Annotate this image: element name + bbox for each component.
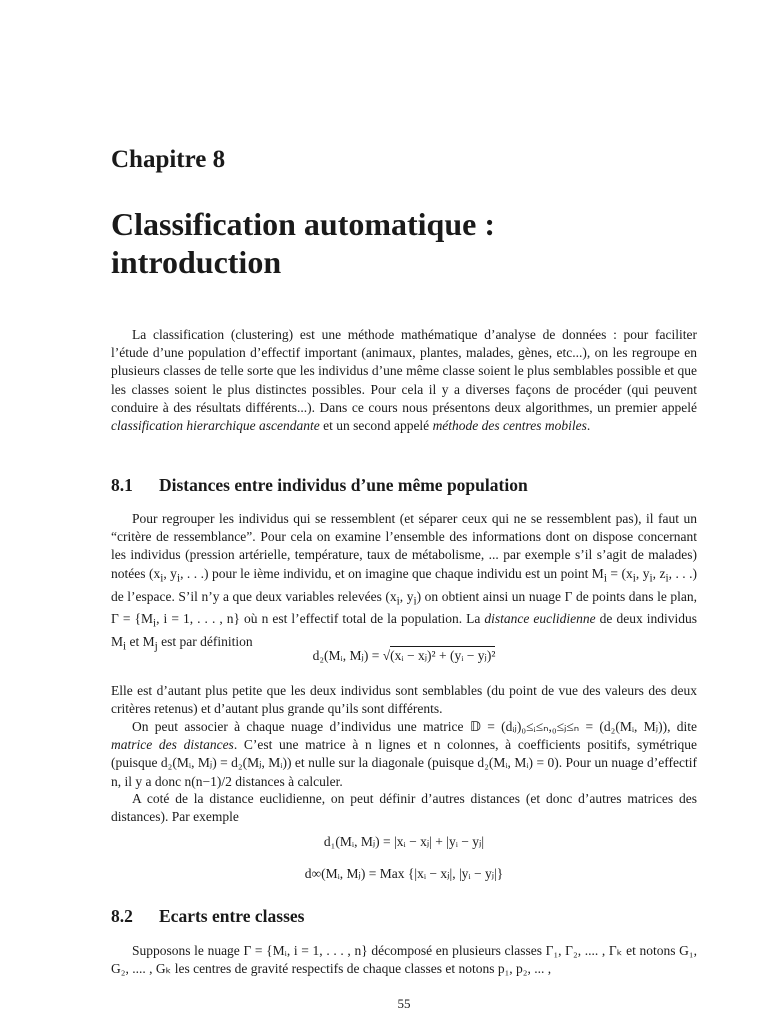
section-title: Distances entre individus d’une même population bbox=[159, 475, 528, 495]
section-title: Ecarts entre classes bbox=[159, 906, 305, 926]
chapter-title-line2: introduction bbox=[111, 244, 282, 280]
section1-paragraph1: Pour regrouper les individus qui se ressemblent (et séparer ceux qui ne se ressemblent pas), il faut un “critère de ressemblance”. Pour cela on examine l’ensemble des informations dont on dispose concernant les individus (pression artérielle, température, taux de métabolisme, ... par exemple s’il s’agit de malades) notées ($x_i$, $y_i$, . . .) pour le ième individu, et on imagine que chaque individu est un point $M_i = (x_i$, $y_i$, $z_i$, . . .) de l’espace. S’il n’y a que deux variables relevées ($x_i$, $y_i$) on obtient ainsi un nuage Γ de points dans le plan, $\Gamma = \{M_i$, i = 1, . . . , n} où n est l’effectif total de la population. La distance euclidienne de deux individus $M_i$ et $M_j$ est par définition bbox=[111, 511, 698, 653]
term-distance-matrix: matrice des distances bbox=[111, 737, 234, 753]
section-number: 8.2 bbox=[111, 906, 133, 926]
formula-euclidean-distance: d₂(Mᵢ, Mⱼ) = √(xᵢ − xⱼ)² + (yᵢ − yⱼ)² bbox=[312, 648, 496, 663]
term-hierarchical: classification hierarchique ascendante bbox=[111, 418, 320, 434]
section-heading-8-2 bbox=[111, 906, 697, 927]
section1-paragraph2: Elle est d’autant plus petite que les deux individus sont semblables (du point de vue des valeurs des deux critères retenus) et d’autant plus grande qu’ils sont différents. bbox=[111, 683, 697, 717]
chapter-label: Chapitre 8 bbox=[111, 146, 226, 173]
section-heading-8-1 bbox=[111, 475, 697, 496]
section-number: 8.1 bbox=[111, 475, 133, 495]
page-number: 55 bbox=[397, 996, 411, 1011]
intro-paragraph: La classification (clustering) est une méthode mathématique d’analyse de données : pour faciliter l’étude d’une population d’effectif important (animaux, plantes, malades, gènes, etc...), on les regroupe en plusieurs classes de telle sorte que les individus d’une même classe soient le plus semblables possible et que les classes soient le plus distinctes possibles. Pour cela il y a diverses façons de procéder (qui peuvent conduire à des résultats différents...). Dans ce cours nous présentons deux algorithmes, un premier appelé classification hierarchique ascendante et un second appelé méthode des centres mobiles. bbox=[111, 327, 697, 434]
section2-paragraph1: Supposons le nuage Γ = {Mᵢ, i = 1, . . . , n} décomposé en plusieurs classes Γ₁, Γ₂, .... , Γₖ et notons G₁, G₂, .... , Gₖ les centres de gravité respectifs de chaque classes et notons p₁, p₂, ... , bbox=[111, 943, 697, 977]
section1-paragraph4: A coté de la distance euclidienne, on peut définir d’autres distances (et donc d’autres matrices des distances). Par exemple bbox=[111, 791, 697, 825]
formula-d1: d₁(Mᵢ, Mⱼ) = |xᵢ − xⱼ| + |yᵢ − yⱼ| bbox=[323, 834, 485, 849]
term-euclidean: distance euclidienne bbox=[484, 611, 596, 627]
term-centres-mobiles: méthode des centres mobiles bbox=[432, 418, 587, 434]
section1-paragraph3: On peut associer à chaque nuage d’individus une matrice 𝔻 = (dᵢⱼ)₀≤ᵢ≤ₙ,₀≤ⱼ≤ₙ = (d₂(Mᵢ, Mⱼ)), dite matrice des distances. C’est une matrice à n lignes et n colonnes, à coefficients positifs, symétrique (puisque d₂(Mᵢ, Mⱼ) = d₂(Mⱼ, Mᵢ)) et nulle sur la diagonale (puisque d₂(Mᵢ, Mᵢ) = 0). Pour un nuage d’effectif n, il y a donc n(n−1)/2 distances à calculer. bbox=[111, 719, 697, 789]
formula-dinfinity: d∞(Mᵢ, Mⱼ) = Max {|xᵢ − xⱼ|, |yᵢ − yⱼ|} bbox=[304, 866, 504, 881]
chapter-title-line1: Classification automatique : bbox=[111, 206, 495, 242]
formula-sqrt-radicand: (xᵢ − xⱼ)² + (yᵢ − yⱼ)² bbox=[390, 648, 496, 663]
chapter-title bbox=[111, 205, 697, 281]
